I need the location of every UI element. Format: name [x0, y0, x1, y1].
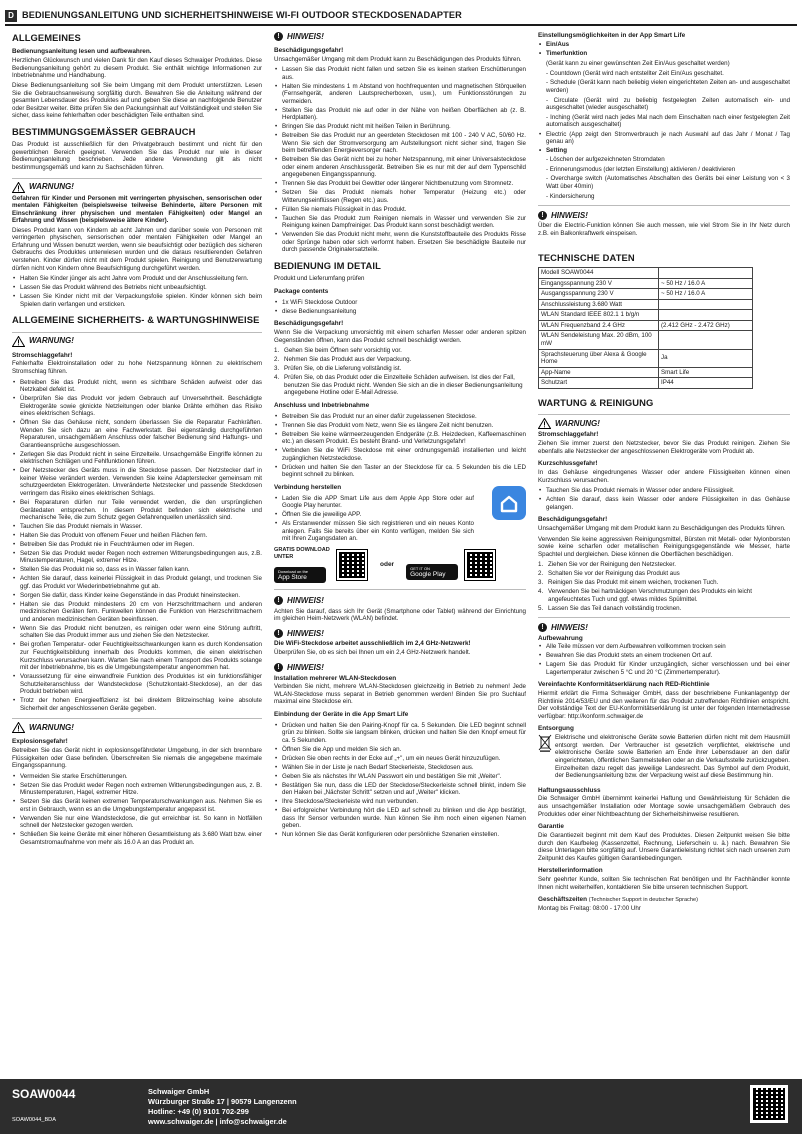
column-1 [12, 32, 262, 849]
bullet-list [274, 66, 526, 254]
company-name: Schwaiger GmbH [148, 1087, 210, 1096]
list-item: 2. Schalten Sie vor der Reinigung das Produkt aus [538, 570, 680, 578]
warning-header [12, 332, 262, 347]
subsection-title: Anschluss und Inbetriebnahme [274, 401, 370, 409]
bullet-list [12, 275, 262, 308]
paragraph: Unsachgemäßer Umgang mit dem Produkt kann zu Beschädigungen des Produkts führen. [538, 525, 786, 533]
numbered-list [274, 347, 526, 397]
list-item: • Laden Sie die APP Smart Life aus dem Apple App Store oder auf Google Play herunter. [274, 495, 474, 510]
list-item: • Lassen Sie das Produkt während des Betriebs nicht unbeaufsichtigt. [12, 284, 262, 292]
hint-label: HINWEIS! [287, 662, 324, 672]
list-item: • Voraussetzung für eine einwandfreie Funktion des Produktes ist ein funktionsfähiger Schutzleiteranschluss der Wandsteckdose (Schutzkontakt-Steckdose), an der das Produkt betrieben wird. [12, 673, 262, 696]
list-item: 1. Ziehen Sie vor der Reinigung den Netzstecker. [538, 561, 676, 569]
bullet-list [274, 413, 526, 479]
list-item: • Sorgen Sie dafür, dass Kinder keine Gegenstände in das Produkt hineinstecken. [12, 592, 262, 600]
list-item: • Halten Sie mindestens 1 m Abstand von hochfrequenten und magnetischen Störquellen (Fernsehgerät, anderen Lautsprecherboxen, usw.), um Funktionsstörungen zu vermeiden. [274, 83, 526, 106]
list-item: • Als Erstanwender müssen Sie sich registrieren und ein neues Konto anlegen. Falls Sie bereits über ein Konto verfügen, melden Sie sich mit Ihren Zugangsdaten an. [274, 520, 474, 543]
info-icon: ! [274, 629, 283, 638]
warning-label: WARNUNG! [555, 418, 600, 428]
list-item: • Trotz der hohen Energieeffizienz ist bei direktem Blitzeinschlag keine absolute Sicherheit der angeschlossenen Geräte gegeben. [12, 697, 262, 712]
hint-header [274, 596, 526, 606]
list-item: • Verwenden Sie nur eine Wandsteckdose, die gut erreichbar ist. So kann in Notfällen schnell der Netzstecker gezogen werden. [12, 815, 262, 830]
info-icon: ! [274, 32, 283, 41]
list-item: • Bei erfolgreicher Verbindung hört die LED auf schnell zu blinken und die App bestätigt, dass Ihr Sensor verbunden wurde. Nun können Sie ihm noch einen eigenen Namen geben. [274, 807, 526, 830]
list-item: 3. Prüfen Sie, ob die Lieferung vollständig ist. [274, 365, 402, 373]
list-item: • Drücken und halten Sie den Taster an der Steckdose für ca. 5 Sekunden bis die LED beginnt schnell zu blinken. [274, 464, 526, 479]
paragraph: Verbinden Sie nicht, mehrere WLAN-Steckdosen gleichzeitig in Betrieb zu nehmen! Jede WLAN-Steckdose muss separat in Betrieb genommen werden! Binden Sie pro Suchlauf maximal eine Steckdose ein. [274, 683, 526, 706]
list-item: • Alle Teile müssen vor dem Aufbewahren vollkommen trocken sein [538, 643, 790, 651]
list-item: • Setzen Sie das Produkt weder Regen noch extremen Witterungsbedingungen aus, z. B. Minustemperaturen, Hagel, extremer Hitze. [12, 782, 262, 797]
document-header [0, 0, 802, 28]
list-item: • Tauchen Sie das Produkt niemals in Wasser oder andere Flüssigkeit. [538, 487, 790, 495]
paragraph: Diese Bedienungsanleitung soll Sie beim Umgang mit dem Produkt unterstützen. Lesen Sie die Gebrauchsanweisung sorgfältig durch. Bewahren Sie die Anleitung während der gesamten Lebensdauer des Produktes auf und geben Sie diese an nachfolgende Benutzer oder Besitzer weiter. Bitte prüfen Sie den Packungsinhalt auf Vollständigkeit und stellen Sie sicher, dass keine fehlerhaften oder beschädigten Teile enthalten sind. [12, 81, 262, 120]
list-item: • Öffnen Sie die jeweilige APP. [274, 511, 474, 519]
model-number: SOAW0044 [12, 1087, 76, 1101]
setting-option: - Schedule (Gerät kann nach beliebig vielen eingerichteten Zeiten an- und ausgeschaltet werden) [546, 79, 790, 95]
list-item: • Tauchen Sie das Produkt niemals in Wasser. [12, 523, 262, 531]
language-badge: D [5, 10, 17, 22]
list-item: • Halten sie das Produkt mindestens 20 cm von Herzschrittmachern und anderen medizinischen Geräten fern. Funkwellen können die Funktion von Herzschrittmachern und anderen medizinischen Geräten beeinflussen. [12, 601, 262, 624]
list-item: • Betreiben Sie das Produkt nur an geerdeten Steckdosen mit 100 - 240 V AC, 50/60 Hz. Wenn Sie sich der Stromversorgung am Aufstellungsort nicht sicher sind, fragen Sie beim betreffenden Energieversorger nach. [274, 132, 526, 155]
bullet-list [12, 773, 262, 847]
list-item: • Setzen Sie das Gerät keinen extremen Temperaturschwankungen aus. Nehmen Sie es erst in Gebrauch, wenn es an die Umgebungstemperatur angepasst ist. [12, 798, 262, 813]
warning-triangle-icon [12, 182, 25, 193]
section-title-maintenance: WARTUNG & REINIGUNG [538, 396, 654, 408]
paragraph: Die Garantiezeit beginnt mit dem Kauf des Produktes. Diesen Zeitpunkt weisen Sie bitte durch den Kaufbeleg (Kassenzettel, Rechnung, Lieferschein u. ä.) nach. Bewahren Sie diese Unterlagen bitte sorgfältig auf. Unsere Garantieleistung richtet sich nach unseren zum Zeitpunkt des Kaufes gültigen Garantiebedingungen. [538, 831, 790, 862]
app-store-button[interactable]: Download on the App Store [274, 567, 326, 583]
section-title-tech-data: TECHNISCHE DATEN [538, 251, 635, 263]
bullet-list [538, 487, 790, 511]
list-item: • Lassen Sie Kinder nicht mit der Verpackungsfolie spielen. Kinder können sich beim Spielen darin verfangen und ersticken. [12, 293, 262, 308]
subsection-title: Haftungsausschluss [538, 786, 601, 794]
warning-bold-text: Gefahren für Kinder und Personen mit verringerten physischen, sensorischen oder mentalen Fähigkeiten (beispielsweise teilweise Behinderte, ältere Personen mit Einschränkung ihrer physischen und mentalen Fähigkeiten) oder Mangel an Erfahrung und Wissen (beispielsweise ältere Kinder). [12, 194, 262, 225]
list-item: • Setzen Sie das Produkt weder Regen noch extremen Witterungsbedingungen aus, z.B. Minustemperaturen, Hagel, extremer Hitze. [12, 550, 262, 565]
list-item: • diese Bedienungsanleitung [274, 308, 526, 316]
info-icon: ! [538, 211, 547, 220]
hint-label: HINWEIS! [287, 595, 324, 605]
company-address: Würzburger Straße 17 | 90579 Langenzenn [148, 1096, 297, 1106]
list-item: • Bestätigen Sie nun, dass die LED der Steckdose/Steckerleiste schnell blinkt, indem Sie den Haken bei „Nächster Schritt" setzen und auf „Weiter" klicken. [274, 782, 526, 797]
footer-qr-code [750, 1085, 788, 1123]
company-contact [148, 1087, 297, 1126]
list-item: • Öffnen Sie die App und melden Sie sich an. [274, 746, 526, 754]
list-item: • Stellen Sie das Produkt nie auf oder in der Nähe von heißen Oberflächen ab (z. B. Herdplatten). [274, 107, 526, 122]
subsection-title: Herstellerinformation [538, 867, 603, 875]
table-row: Eingangsspannung 230 V ~ 50 Hz / 16.0 A [539, 278, 753, 289]
hint-subtitle: Die WiFi-Steckdose arbeitet ausschließlich im 2,4 GHz-Netzwerk! [274, 640, 471, 648]
list-item: • Achten Sie darauf, dass kein Wasser oder andere Flüssigkeiten in das Gehäuse gelangen. [538, 496, 790, 511]
hint-header [274, 663, 526, 673]
list-item: • Halten Sie Kinder jünger als acht Jahre vom Produkt und der Anschlussleitung fern. [12, 275, 262, 283]
table-row: WLAN Frequenzband 2.4 GHz (2.412 GHz - 2.472 GHz) [539, 320, 753, 331]
subsection-title: Beschädigungsgefahr! [274, 320, 344, 328]
store-column [274, 547, 330, 584]
list-item: • Füllen Sie niemals Flüssigkeit in das Produkt. [274, 206, 526, 214]
subsection-title: Package contents [274, 288, 329, 295]
warning-subtitle: Explosionsgefahr! [12, 738, 68, 746]
list-item: • Ein/Aus [538, 41, 790, 49]
divider [538, 205, 790, 206]
hint-subtitle: Beschädigungsgefahr! [274, 46, 344, 54]
list-item: • Bei Reparaturen dürfen nur Teile verwendet werden, die den ursprünglichen Gerätedaten entsprechen. In diesem Produkt befinden sich elektrische und mechanische Teile, die zum Schutz gegen Gefahrenquellen unerlässlich sind. [12, 499, 262, 522]
list-item: • Achten Sie darauf, dass keinerlei Flüssigkeit in das Produkt gelangt, und trocknen Sie ggf. das Produkt vor Wiederinbetriebnahme gut ab. [12, 575, 262, 590]
app-setup-block [274, 484, 526, 543]
spec-table [538, 267, 753, 389]
list-item: • Geben Sie als nächstes Ihr WLAN Passwort ein und bestätigen Sie mit „Weiter". [274, 773, 526, 781]
numbered-list [538, 561, 790, 612]
paragraph: Die Schwaiger GmbH übernimmt keinerlei Haftung und Gewährleistung für Schäden die aus unsachgemäßer Installation oder Montage sowie unsachgemäßem Gebrauch des Produktes oder einer Nichtbeachtung der Sicherheitshinweise resultieren. [538, 795, 790, 818]
list-item: • Timerfunktion [538, 50, 790, 58]
list-item: • Electric (App zeigt den Stromverbrauch je nach Auswahl auf das Jahr / Monat / Tag genau an) [538, 131, 790, 146]
list-item: • Trennen Sie das Produkt vom Netz, wenn Sie es längere Zeit nicht benutzen. [274, 422, 526, 430]
list-item: • Wenn Sie das Produkt nicht benutzen, es reinigen oder wenn eine Störung auftritt, schalten Sie das Produkt immer aus und ziehen Sie den Netzstecker. [12, 625, 262, 640]
hint-label: HINWEIS! [551, 210, 588, 220]
settings-list [538, 41, 790, 58]
warning-triangle-icon [538, 418, 551, 429]
list-item: • Stellen Sie das Produkt nie so, dass es in Wasser fallen kann. [12, 566, 262, 574]
subsection-title: Einstellungsmöglichkeiten in der App Smart Life [538, 32, 686, 39]
list-item: • Der Netzstecker des Geräts muss in die Steckdose passen. Der Netzstecker darf in keiner Weise verändert werden. Verwenden Sie keine Adapterstecker gemeinsam mit schutzgeerdeten Elektrogeräten. Unveränderte Netzstecker und passende Steckdosen verringern das Risiko eines elektrischen Schlags. [12, 467, 262, 497]
hint-subtitle: Installation mehrerer WLAN-Steckdosen [274, 674, 397, 682]
divider [274, 589, 526, 590]
footer [0, 1079, 802, 1134]
paragraph: Verwenden Sie keine aggressiven Reinigungsmittel, Bürsten mit Metall- oder Nylonborsten sowie keine scharfen oder metallischen Reinigungsgegenstände wie Messer, harte Spachtel und dergleichen. Diese können die Oberflächen beschädigen. [538, 535, 790, 558]
setting-option: - Circulate (Gerät wird zu beliebig festgelegten Zeiten automatisch ein- und ausgeschaltet (wieder ausgeschaltet) [546, 96, 791, 112]
paragraph: Herzlichen Glückwunsch und vielen Dank für den Kauf dieses Schwaiger Produktes. Diese Bedienungsanleitung gehört zu diesem Produkt. Sie enthält wichtige Informationen zur Inbetriebnahme und Handhabung. [12, 57, 262, 80]
setting-option: - Kindersicherung [546, 192, 595, 200]
list-item: • Vermeiden Sie starke Erschütterungen. [12, 773, 262, 781]
list-item: 4. Prüfen Sie, ob das Produkt oder die Einzelteile Schäden aufweisen. Ist dies der Fall, benutzen Sie das Produkt nicht. Wenden Sie sich an die in dieser Bedienungsanleitung angegebene Hotline oder E-Mail Adresse. [274, 374, 523, 397]
paragraph: Sehr geehrter Kunde, sollten Sie technischen Rat benötigen und Ihr Fachhändler konnte Ihnen nicht weiterhelfen, kontaktieren Sie bitte unseren technischen Support. [538, 876, 790, 891]
list-item: • Trennen Sie das Produkt bei Gewitter oder längerer Nichtbenutzung vom Stromnetz. [274, 180, 526, 188]
app-download-row [274, 547, 526, 584]
list-item: 2. Nehmen Sie das Produkt aus der Verpackung. [274, 356, 412, 364]
section-title-general: ALLGEMEINES [12, 32, 81, 43]
paragraph: Über die Electric-Funktion können Sie auch messen, wie viel Strom Sie in Ihr Netz durch z.B. ein Balkonkraftwerk einspeisen. [538, 222, 790, 238]
table-row: WLAN Sendeleistung Max. 20 dBm, 100 mW [539, 331, 753, 349]
info-icon: ! [538, 623, 547, 632]
list-item: • Bei großen Temperatur- oder Feuchtigkeitsschwankungen kann es durch Kondensation zur Feuchtigkeitsbildung innerhalb des Produkts kommen, die einen elektrischen Kurzschluss verursachen kann. Warten Sie nach einem Transport des Produkts solange mit der Inbetriebnahme, bis es die Umgebungstemperatur angenommen hat. [12, 641, 262, 671]
warning-header [12, 718, 262, 733]
paragraph: Wenn Sie die Verpackung unvorsichtig mit einem scharfen Messer oder anderen spitzen Gegenständen öffnen, kann das Produkt schnell beschädigt werden. [274, 329, 526, 344]
hint-subtitle: Aufbewahrung [538, 634, 583, 642]
paragraph: Elektrische und elektronische Geräte sowie Batterien dürfen nicht mit dem Hausmüll entsorgt werden. Der Verbraucher ist gesetzlich verpflichtet, elektrische und elektronische Geräte sowie Batterien am Ende ihrer Lebensdauer an den dafür eingerichteten, öffentlichen Sammelstellen oder an die Verkaufsstelle zurückzugeben. Einzelheiten dazu regelt das jeweilige Landesrecht. Das Symbol auf dem Produkt, der Bedienungsanleitung bzw. der Verpackung weist auf diese Bestimmung hin. [555, 734, 790, 780]
list-item: • 1x WiFi Steckdose Outdoor [274, 299, 526, 307]
table-row: Anschlussleistung 3.680 Watt [539, 299, 753, 310]
paragraph: Produkt und Lieferumfang prüfen [274, 275, 365, 283]
paragraph: Fehlerhafte Elektroinstallation oder zu hohe Netzspannung können zu elektrischem Stromschlag führen. [12, 360, 262, 375]
subsection-title: Kurzschlussgefahr! [538, 460, 598, 468]
bullet-list [274, 722, 526, 839]
list-item: • Betreiben Sie das Produkt nie in Feuchträumen oder im Regen. [12, 541, 262, 549]
hint-header [274, 32, 526, 42]
list-item: • Drücken und halten Sie den Pairing-Knopf für ca. 5 Sekunden. Die LED beginnt schnell grün zu blinken. Sollte sie langsam blinken, drücken und halten Sie den Knopf erneut für ca. 5 Sekunden. [274, 722, 526, 745]
section-title-intended-use: BESTIMMUNGSGEMÄSSER GEBRAUCH [12, 125, 196, 137]
list-item: • Verbinden Sie die WiFi Steckdose mit einer ordnungsgemäß installierten und leicht zugänglichen Netzsteckdose. [274, 447, 526, 462]
list-item: • Überprüfen Sie das Produkt vor jedem Gebrauch auf Unversehrtheit. Beschädigte Elektrogeräte sowie gknickte Netzleitungen oder blanke Drähte erhöhen das Risiko eines elektrischen Schlags. [12, 395, 262, 418]
business-hours-value: Montag bis Freitag: 08:00 - 17:00 Uhr [538, 904, 641, 912]
app-store-qr-code [336, 549, 368, 581]
divider [538, 617, 790, 618]
hint-label: HINWEIS! [551, 622, 588, 632]
timer-options [546, 60, 790, 129]
list-item: • Verwenden Sie das Produkt nicht mehr, wenn die Kunststoffbauteile des Produkts Risse oder Sprünge haben oder sich verformt haben. Ersetzen Sie beschädigte Bauteile nur durch passende Originalersatzteile. [274, 231, 526, 254]
list-item: • Ihre Steckdose/Steckerleiste wird nun verbunden. [274, 798, 526, 806]
table-row: Ausgangsspannung 230 V ~ 50 Hz / 16.0 A [539, 289, 753, 300]
disposal-block [538, 734, 790, 781]
hint-header [538, 211, 790, 221]
google-play-button[interactable]: GET IT ON Google Play [406, 564, 458, 580]
crossed-bin-icon [538, 734, 552, 752]
setting-option: - Overcharge switch (Automatisches Abschalten des Geräts bei einer Leistung von < 3 Watt über 40min) [546, 175, 790, 190]
table-row: Schutzart IP44 [539, 378, 753, 389]
warning-subtitle: Stromschlaggefahr! [538, 431, 599, 439]
setting-option: - Löschen der aufgezeichneten Stromdaten [546, 156, 665, 164]
setting-options [546, 156, 790, 200]
warning-header [538, 414, 790, 429]
list-item: • Öffnen Sie das Gehäuse nicht, sondern überlassen Sie die Reparatur Fachkräften. Wenden Sie sich dazu an eine Fachwerkstatt. Bei eigenständig durchgeführten Reparaturen, unsachgemäßem Anschluss oder falscher Bedienung sind Haftungs- und Garantieansprüche ausgeschlossen. [12, 419, 262, 449]
list-item: • Zerlegen Sie das Produkt nicht in seine Einzelteile. Unsachgemäße Eingriffe können zu elektrischen Schlägen und Fehlfunktionen führen. [12, 451, 262, 466]
subsection-title: Garantie [538, 823, 564, 831]
subsection-title: Entsorgung [538, 725, 574, 733]
subsection-title: Einbindung der Geräte in die App Smart Life [274, 711, 409, 719]
warning-subtitle: Stromschlaggefahr! [12, 351, 73, 359]
list-item: • Bewahren Sie das Produkt stets an einem trockenen Ort auf. [538, 652, 790, 660]
setting-option: - Countdown (Gerät wird nach entstellter Zeit Ein/Aus geschaltet. [546, 69, 724, 77]
subsection-title: Beschädigungsgefahr! [538, 516, 608, 524]
setting-option: - Erinnerungsmodus (der letzten Einstellung) aktivieren / deaktivieren [546, 165, 736, 173]
list-item: • Schließen Sie keine Geräte mit einer höheren Gesamtleistung als 3.680 Watt bzw. einer Gesamtstromaufnahme von mehr als 16.0 A an das Produkt an. [12, 831, 262, 846]
list-item: • Betreiben Sie keine wärmeerzeugenden Endgeräte (z.B. Heizdecken, Kaffeemaschinen etc.) an diesem Produkt. Es besteht Brand- und Verletzungsgefahr! [274, 431, 526, 446]
paragraph: Hiermit erklärt die Firma Schwaiger GmbH, dass der beschriebene Funkanlagentyp der Richtlinie 2014/53/EU und den weiteren für das Produkt zutreffenden Richtlinien entspricht. Der vollständige Text der EU-Konformitätserklärung ist unter der folgenden Internetadresse verfügbar: http://konform.schwaiger.de [538, 690, 790, 720]
paragraph: Überprüfen Sie, ob es sich bei Ihnen um ein 2,4 GHz-Netzwerk handelt. [274, 649, 471, 657]
download-label: GRATIS DOWNLOAD UNTER [274, 546, 330, 560]
hint-label: HINWEIS! [287, 32, 324, 41]
info-icon: ! [274, 596, 283, 605]
hint-label: HINWEIS! [287, 628, 324, 638]
paragraph: Achten Sie darauf, dass sich Ihr Gerät (Smartphone oder Tablet) während der Einrichtung im gleichen Heim-Netzwerk (WLAN) befindet. [274, 607, 526, 623]
warning-triangle-icon [12, 336, 25, 347]
list-item: • Nun können Sie das Gerät konfigurieren oder persönliche Szenarien einstellen. [274, 831, 526, 839]
paragraph: Das Produkt ist ausschließlich für den Privatgebrauch bestimmt und nicht für den gewerblichen Bereich geeignet. Verwenden Sie das Produkt nur wie in dieser Bedienungsanleitung beschrieben. Jede andere Verwendung gilt als nicht bestimmungsgemäß und kann zu Sachschäden führen. [12, 141, 262, 171]
list-item: • Betreiben Sie das Gerät nicht bei zu hoher Netzspannung, mit einer Universalsteckdose oder einem anderen Anschlussgerät. Betreiben Sie es nur mit der auf dem Typenschild angegebenen Eingangsspannung. [274, 156, 526, 179]
paragraph: Ziehen Sie immer zuerst den Netzstecker, bevor Sie das Produkt reinigen. Ziehen Sie ebenfalls alle Netzstecker der angeschlossenen Elektrogeräte vom Produkt ab. [538, 440, 790, 455]
hint-header [538, 623, 790, 633]
list-item: • Setzen Sie das Produkt niemals hoher Temperatur (Heizung etc.) oder Witterungseinflüssen (Regen etc.) aus. [274, 189, 526, 204]
list-item: • Tauchen Sie das Produkt zum Reinigen niemals in Wasser und verwenden Sie zur Reinigung keinen Dampfreiniger. Das Produkt kann sonst beschädigt werden. [274, 215, 526, 230]
warning-label: WARNUNG! [29, 336, 74, 346]
business-hours-title: Geschäftszeiten (Technischer Support in deutscher Sprache) [538, 896, 698, 904]
list-item: • Lassen Sie das Produkt nicht fallen und setzen Sie es keinen starken Erschütterungen aus. [274, 66, 526, 81]
info-icon: ! [274, 663, 283, 672]
list-item: • Drücken Sie oben rechts in der Ecke auf „+", um ein neues Gerät hinzuzufügen. [274, 755, 526, 763]
list-item: • Setting [538, 147, 790, 155]
list-item: • Wählen Sie in der Liste je nach Bedarf Steckerleiste, Steckdosen aus. [274, 764, 526, 772]
warning-triangle-icon [12, 722, 25, 733]
list-item: 4. Verwenden Sie bei hartnäckigen Verschmutzungen des Produkts ein leicht angefeuchtetes Tuch und ggf. etwas mildes Spülmittel. [538, 588, 752, 603]
bullet-list [274, 299, 526, 316]
section-title-operation: BEDIENUNG IM DETAIL [274, 259, 381, 271]
section-subtitle: Bedienungsanleitung lesen und aufbewahren. [12, 48, 152, 56]
warning-label: WARNUNG! [29, 182, 74, 192]
list-item: • Halten Sie das Produkt von offenem Feuer und heißen Flächen fern. [12, 532, 262, 540]
bullet-list [12, 379, 262, 713]
section-title-safety: ALLGEMEINE SICHERHEITS- & WARTUNGSHINWEISE [12, 314, 260, 326]
list-item: 5. Lassen Sie das Teil danach vollständig trocknen. [538, 604, 682, 612]
table-row: Sprachsteuerung über Alexa & Google Home Ja [539, 349, 753, 367]
table-row: Modell SOAW0044 [539, 268, 753, 279]
list-item: • Betreiben Sie das Produkt nur an einer dafür zugelassenen Steckdose. [274, 413, 526, 421]
header-rule [5, 24, 797, 26]
warning-header [12, 178, 262, 193]
document-code: SOAW0044_BDA [12, 1117, 56, 1123]
list-item: 1. Gehen Sie beim Öffnen sehr vorsichtig vor. [274, 347, 402, 355]
list-item: • Lagern Sie das Produkt für Kinder unzugänglich, sicher verschlossen und bei einer Lagertemperatur zwischen 5 °C und 20 °C (Zimmertemperatur). [538, 661, 790, 676]
google-play-qr-code [464, 549, 496, 581]
list-item: • Bringen Sie das Produkt nicht mit heißen Teilen in Berührung. [274, 123, 526, 131]
company-hotline: Hotline: +49 (0) 9101 702-299 [148, 1106, 249, 1116]
table-row: WLAN Standard IEEE 802.1 1 b/g/n [539, 310, 753, 321]
paragraph: In das Gehäuse eingedrungenes Wasser oder andere Flüssigkeiten können einen Kurzschluss verursachen. [538, 469, 790, 484]
company-web[interactable]: www.schwaiger.de | info@schwaiger.de [148, 1116, 287, 1126]
or-label: oder [380, 560, 395, 568]
column-3 [538, 32, 790, 915]
paragraph: Betreiben Sie das Gerät nicht in explosionsgefährdeter Umgebung, in der sich brennbare Flüssigkeiten oder Gase befinden. Überschreiten Sie niemals die angegebene maximale Eingangsspannung. [12, 747, 262, 770]
table-row: App-Name Smart Life [539, 367, 753, 378]
bullet-list [274, 495, 474, 543]
list-item: • Betreiben Sie das Produkt nicht, wenn es sichtbare Schäden aufweist oder das Netzkabel defekt ist. [12, 379, 262, 394]
bullet-list [538, 643, 790, 676]
setting-option: - Inching (Gerät wird nach jedes Mal nach dem Einschalten nach einer festgelegten Zeit automatisch ausgeschaltet) [546, 113, 791, 129]
warning-label: WARNUNG! [29, 722, 74, 732]
hint-header [274, 629, 526, 639]
paragraph: Unsachgemäßer Umgang mit dem Produkt kann zu Beschädigungen des Produkts führen. [274, 55, 522, 63]
paragraph: (Gerät kann zu einer gewünschten Zeit Ein/Aus geschaltet werden) [546, 60, 730, 68]
settings-list [538, 131, 790, 155]
document-title: BEDIENUNGSANLEITUNG UND SICHERHEITSHINWEISE WI-FI OUTDOOR STECKDOSENADAPTER [22, 10, 462, 20]
subsection-title: Vereinfachte Konformitätserklärung nach RED-Richtlinie [538, 681, 710, 689]
smart-life-app-icon [492, 486, 526, 520]
paragraph: Dieses Produkt kann von Kindern ab acht Jahren und darüber sowie von Personen mit verringerten physischen, sensorischen oder mentalen Fähigkeiten oder Mangel an Erfahrung und Wissen benutzt werden, wenn sie beaufsichtigt oder bezüglich des sicheren Gebrauchs des Produktes unterwiesen wurden und die daraus resultierenden Gefahren verstehen. Kinder dürfen nicht mit dem Produkt spielen. Reinigung und Benutzerwartung dürfen nicht von Kindern ohne Beaufsichtigung durchgeführt werden. [12, 226, 262, 272]
subsection-title: Verbindung herstellen [274, 483, 342, 491]
column-2 [274, 32, 526, 842]
list-item: 3. Reinigen Sie das Produkt mit einem weichen, trockenen Tuch. [538, 579, 719, 587]
